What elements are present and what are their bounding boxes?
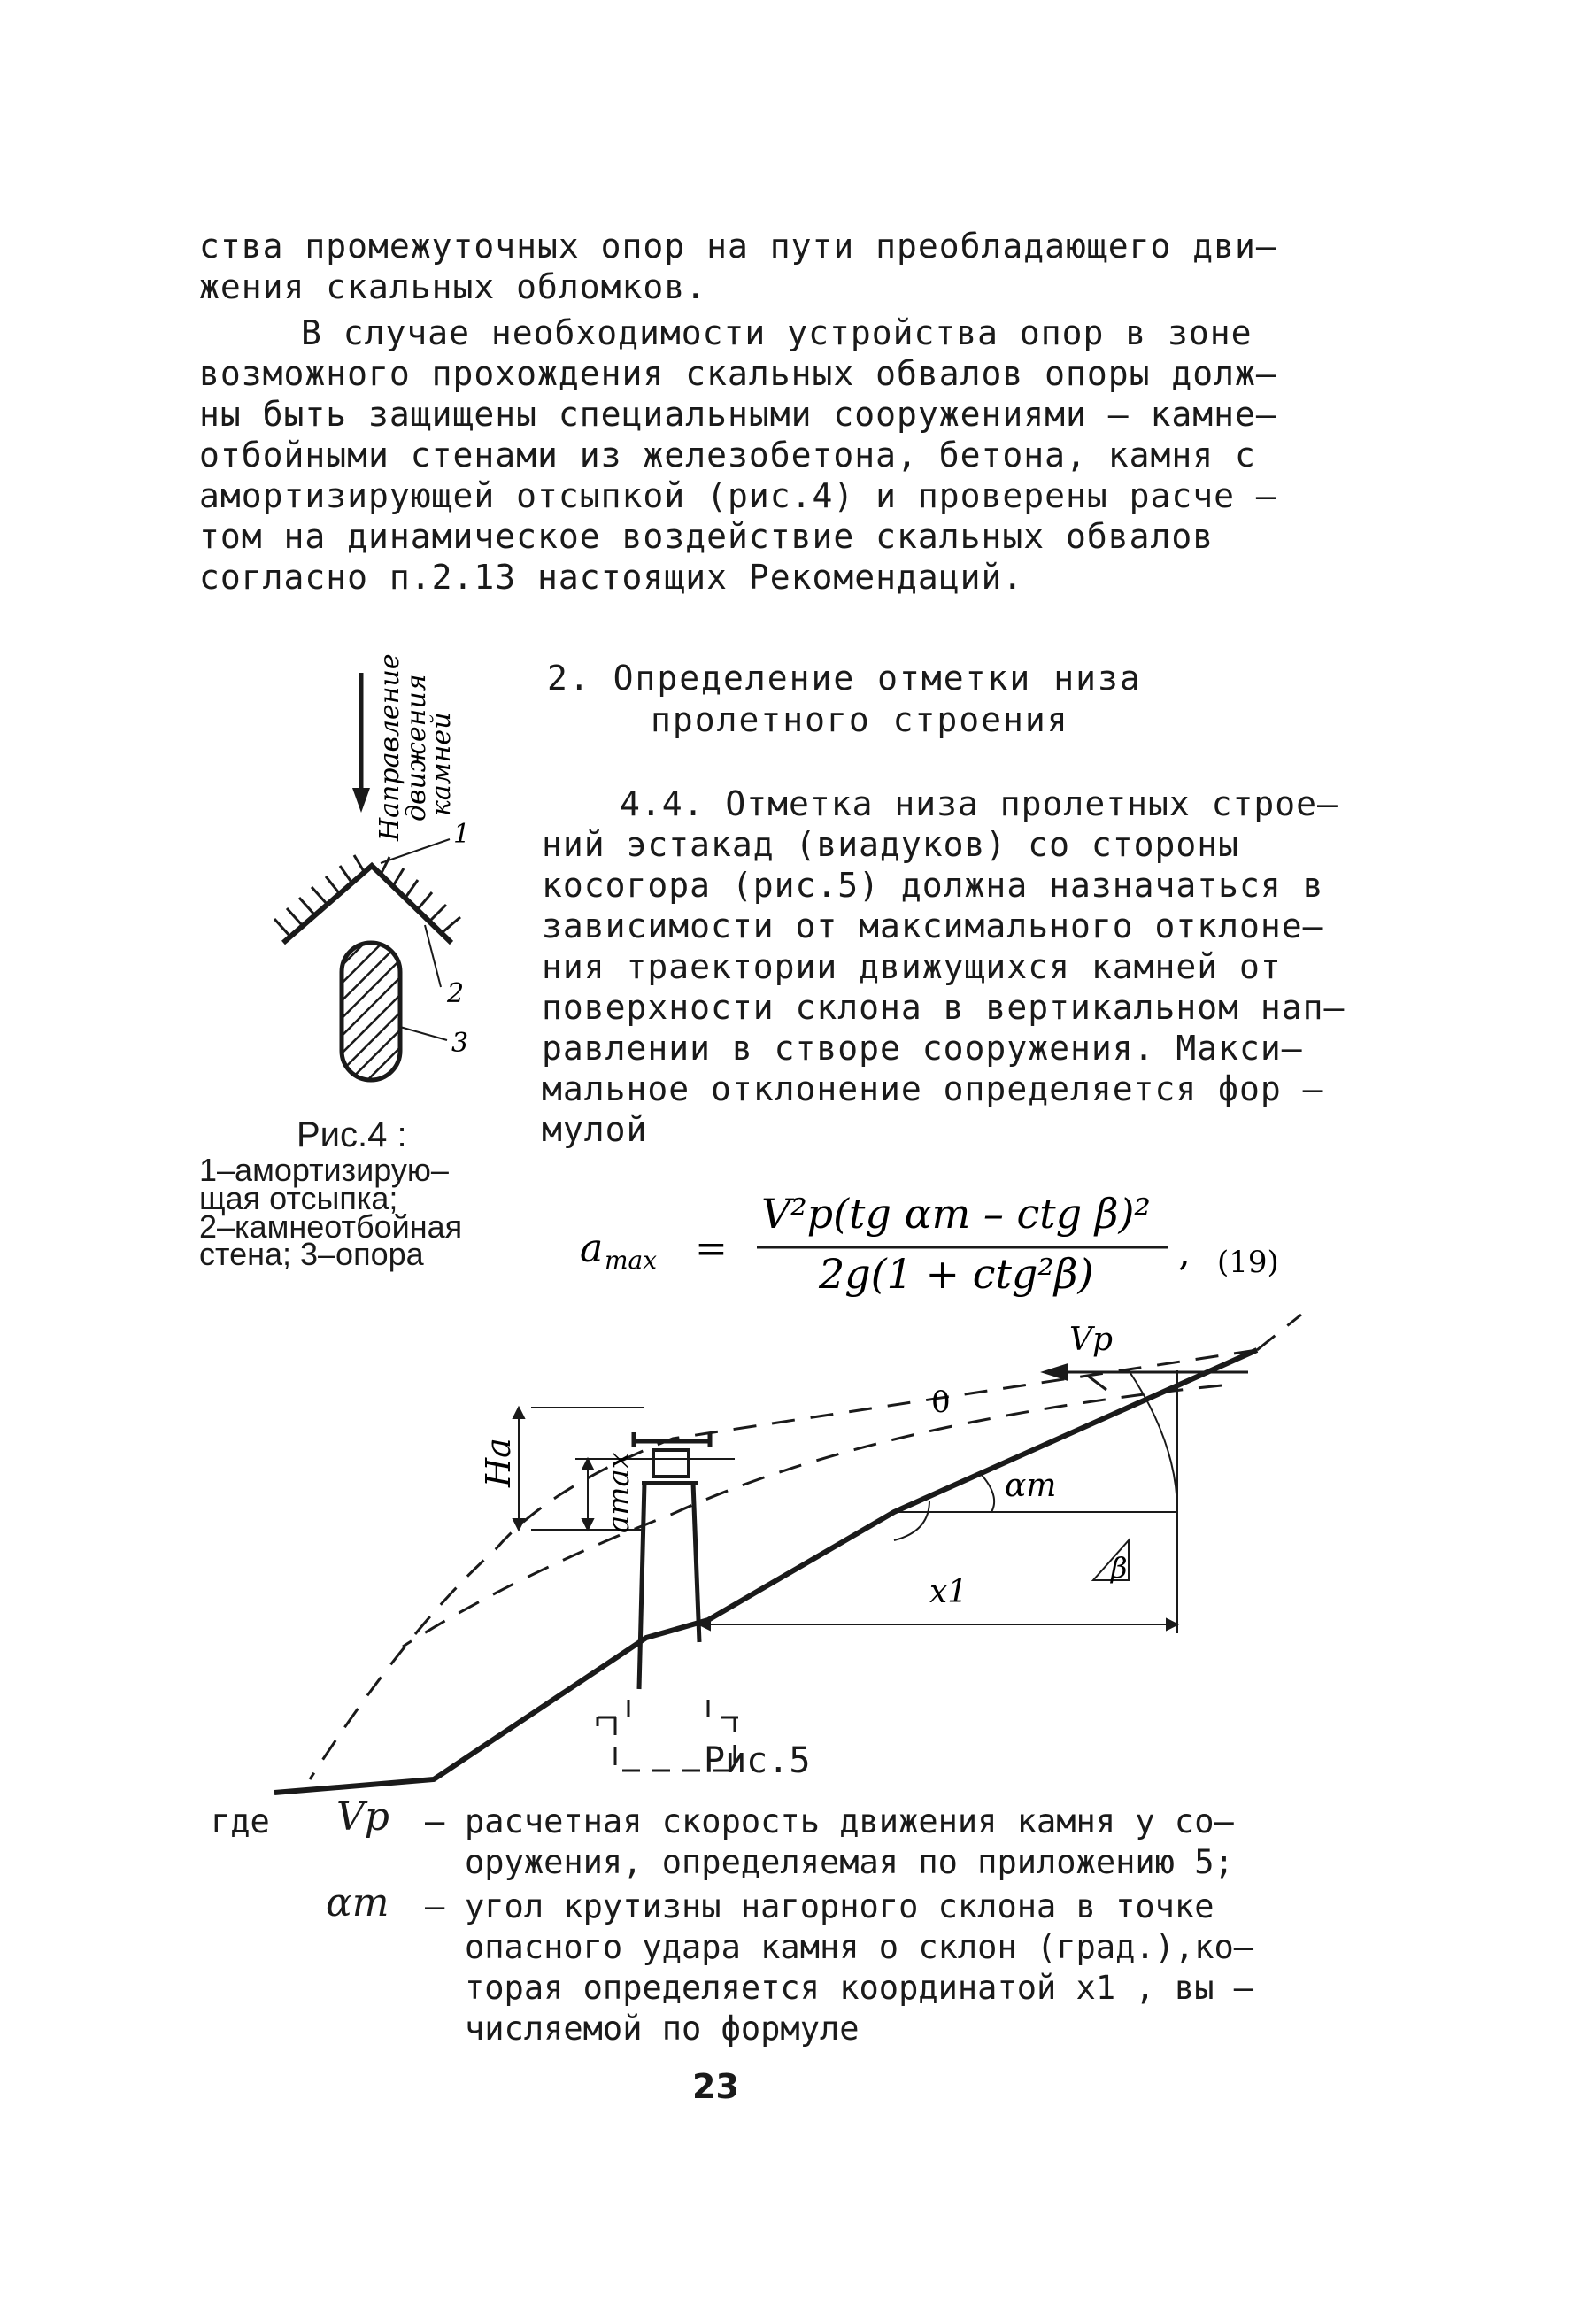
dash: – <box>425 1802 445 1840</box>
text-line: согласно п.2.13 настоящих Рекомендаций. <box>199 558 1024 597</box>
label-vp: Vp <box>1069 1322 1114 1358</box>
text-line: В случае необходимости устройства опор в зоне <box>301 313 1253 352</box>
label-alpha: αm <box>1005 1468 1057 1504</box>
formula-19 <box>580 1173 1315 1306</box>
page-number: 23 <box>692 2067 739 2106</box>
figure-4 <box>248 637 531 1133</box>
callout-1: 1 <box>453 819 471 850</box>
label-beta: β <box>1111 1551 1128 1585</box>
text-line: ны быть защищены специальными сооружениями – камне– <box>199 395 1277 434</box>
pier-section <box>342 943 400 1080</box>
label-x1: x1 <box>929 1574 968 1610</box>
svg-text:движения: движения <box>401 674 432 822</box>
figure-5 <box>257 1301 1319 1815</box>
formula-comma: , <box>1178 1230 1191 1275</box>
formula-denominator: 2g(1 + ctg²β) <box>819 1250 1094 1298</box>
rock-trajectories <box>310 1315 1301 1779</box>
formula-equals: = <box>695 1226 728 1271</box>
text-line: отбойными стенами из железобетона, бетона, камня с <box>199 436 1256 474</box>
formula-lhs: a <box>580 1226 604 1271</box>
text-line: жения скальных обломков. <box>199 267 707 306</box>
where-label: где <box>211 1802 270 1840</box>
text-line: ства промежуточных опор на пути преобладающего дви– <box>199 227 1277 266</box>
label-zero: 0 <box>931 1385 951 1420</box>
label-ha: Ha <box>479 1438 518 1487</box>
svg-text:Направление: Направление <box>374 653 405 841</box>
callout-2: 2 <box>447 978 465 1009</box>
beta-marker <box>1093 1540 1129 1585</box>
formula-lhs-sub: max <box>605 1246 658 1275</box>
formula-numerator: V²p(tg αm – ctg β)² <box>761 1190 1151 1238</box>
figure-5-caption: Рис.5 <box>704 1740 811 1781</box>
text-line: том на динамическое воздействие скальных обвалов <box>199 517 1214 556</box>
slope-profile <box>274 1350 1257 1793</box>
symbol-alpha: αm <box>326 1880 389 1925</box>
symbol-vp: Vp <box>336 1794 389 1840</box>
arrow-head-icon <box>352 788 370 813</box>
formula-number: (19) <box>1217 1245 1279 1280</box>
callout-3: 3 <box>451 1028 469 1059</box>
dash: – <box>425 1887 445 1925</box>
text-line: возможного прохождения скальных обвалов опоры долж– <box>199 354 1277 393</box>
svg-text:камней: камней <box>426 712 457 816</box>
label-amax: amax <box>601 1452 636 1533</box>
text-line: амортизирующей отсыпкой (рис.4) и проверены расче – <box>199 476 1277 515</box>
arrow-label <box>374 653 457 842</box>
